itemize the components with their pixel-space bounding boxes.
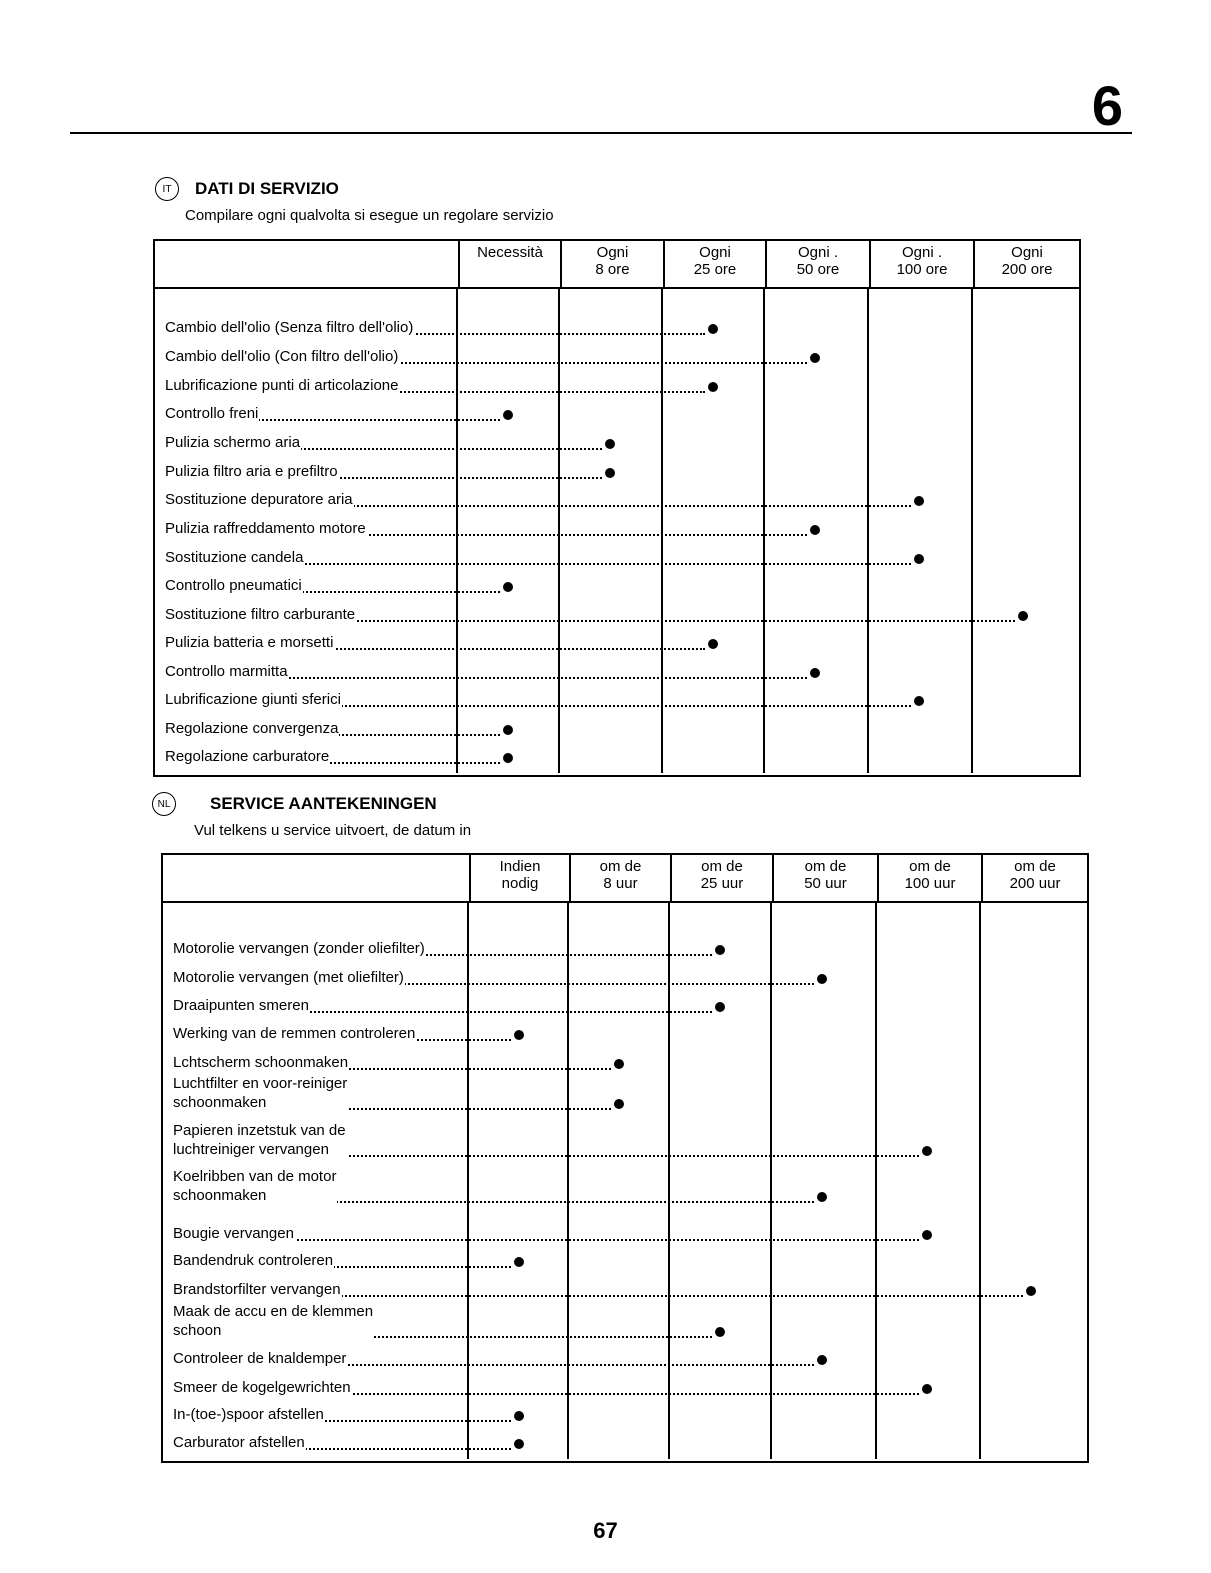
table-row — [163, 1053, 1087, 1075]
interval-marker-dot — [810, 525, 820, 535]
table-body — [163, 903, 1087, 1459]
task-label: Lchtscherm schoonmaken — [173, 1054, 349, 1071]
header-blank-cell — [163, 855, 469, 901]
task-label: Sostituzione depuratore aria — [165, 491, 353, 508]
table-row — [155, 347, 1079, 369]
page-number: 67 — [593, 1518, 618, 1543]
interval-marker-dot — [503, 725, 513, 735]
interval-marker-dot — [503, 410, 513, 420]
task-label: Luchtfilter en voor-reiniger schoonmaken — [173, 1075, 348, 1111]
table-row — [163, 1024, 1087, 1046]
header-blank-cell — [155, 241, 458, 287]
table-row — [163, 1405, 1087, 1427]
table-row — [155, 576, 1079, 598]
interval-marker-dot — [817, 1192, 827, 1202]
task-label: Werking van de remmen controleren — [173, 1025, 416, 1042]
column-header: Indien nodig — [469, 855, 569, 901]
table-row — [163, 1349, 1087, 1371]
table-row — [163, 1251, 1087, 1273]
task-label: Motorolie vervangen (met oliefilter) — [173, 969, 404, 986]
task-label: Regolazione carburatore — [165, 748, 330, 765]
column-header: om de 200 uur — [981, 855, 1087, 901]
task-label: Papieren inzetstuk van de luchtreiniger vervangen — [173, 1122, 346, 1158]
language-badge-it: IT — [155, 177, 179, 201]
task-label: Controllo marmitta — [165, 663, 288, 680]
task-label: Sostituzione filtro carburante — [165, 606, 356, 623]
task-label: Pulizia schermo aria — [165, 434, 301, 451]
table-header — [155, 241, 1079, 289]
interval-marker-dot — [810, 668, 820, 678]
interval-marker-dot — [817, 974, 827, 984]
header-rule — [70, 132, 1132, 134]
task-label: Regolazione convergenza — [165, 720, 339, 737]
table-row — [163, 1378, 1087, 1400]
task-label: Cambio dell'olio (Senza filtro dell'olio) — [165, 319, 414, 336]
table-row — [155, 462, 1079, 484]
chapter-number: 6 — [1091, 74, 1123, 137]
task-label: Maak de accu en de klemmen schoon — [173, 1303, 374, 1339]
column-header: Ogni . 50 ore — [765, 241, 869, 287]
table-row — [155, 404, 1079, 426]
task-label: Lubrificazione giunti sferici — [165, 691, 341, 708]
interval-marker-dot — [605, 468, 615, 478]
table-row — [163, 939, 1087, 961]
section-nl-heading — [152, 792, 471, 839]
column-header: Ogni 25 ore — [663, 241, 765, 287]
interval-marker-dot — [922, 1230, 932, 1240]
task-label: Pulizia batteria e morsetti — [165, 634, 334, 651]
interval-marker-dot — [514, 1257, 524, 1267]
column-header: Ogni . 100 ore — [869, 241, 973, 287]
task-label: Bougie vervangen — [173, 1225, 294, 1242]
interval-marker-dot — [605, 439, 615, 449]
interval-marker-dot — [715, 1002, 725, 1012]
table-row — [155, 318, 1079, 340]
table-row — [163, 968, 1087, 990]
table-row — [155, 519, 1079, 541]
table-row — [155, 433, 1079, 455]
task-label: Carburator afstellen — [173, 1434, 305, 1451]
table-header — [163, 855, 1087, 903]
interval-marker-dot — [514, 1030, 524, 1040]
interval-marker-dot — [708, 639, 718, 649]
interval-marker-dot — [614, 1099, 624, 1109]
task-label: In-(toe-)spoor afstellen — [173, 1406, 324, 1423]
task-label: Koelribben van de motor schoonmaken — [173, 1168, 337, 1204]
task-label: Pulizia raffreddamento motore — [165, 520, 366, 537]
interval-marker-dot — [708, 324, 718, 334]
column-header: Ogni 8 ore — [560, 241, 663, 287]
interval-marker-dot — [914, 554, 924, 564]
column-header: Ogni 200 ore — [973, 241, 1079, 287]
column-header: om de 100 uur — [877, 855, 981, 901]
task-label: Bandendruk controleren — [173, 1252, 334, 1269]
table-row — [155, 376, 1079, 398]
interval-marker-dot — [514, 1439, 524, 1449]
task-label: Controleer de knaldemper — [173, 1350, 347, 1367]
task-label: Motorolie vervangen (zonder oliefilter) — [173, 940, 425, 957]
interval-marker-dot — [914, 696, 924, 706]
interval-marker-dot — [914, 496, 924, 506]
interval-marker-dot — [715, 945, 725, 955]
table-row — [155, 548, 1079, 570]
section-it-heading — [155, 177, 554, 224]
table-row — [163, 996, 1087, 1018]
language-badge-nl: NL — [152, 792, 176, 816]
table-row — [155, 490, 1079, 512]
service-table-it — [153, 239, 1081, 777]
section-title: DATI DI SERVIZIO — [195, 179, 339, 198]
table-row — [155, 633, 1079, 655]
table-row — [163, 1167, 1087, 1207]
section-subtitle: Compilare ogni qualvolta si esegue un regolare servizio — [185, 207, 554, 224]
table-row — [163, 1224, 1087, 1246]
section-subtitle: Vul telkens u service uitvoert, de datum in — [194, 822, 472, 839]
interval-marker-dot — [817, 1355, 827, 1365]
interval-marker-dot — [810, 353, 820, 363]
table-row — [155, 747, 1079, 769]
task-label: Draaipunten smeren — [173, 997, 309, 1014]
table-row — [163, 1121, 1087, 1161]
table-row — [155, 719, 1079, 741]
section-title: SERVICE AANTEKENINGEN — [210, 794, 437, 813]
task-label: Brandstorfilter vervangen — [173, 1281, 341, 1298]
interval-marker-dot — [715, 1327, 725, 1337]
interval-marker-dot — [1026, 1286, 1036, 1296]
table-row — [163, 1280, 1087, 1302]
interval-marker-dot — [922, 1146, 932, 1156]
task-label: Sostituzione candela — [165, 549, 304, 566]
column-header: om de 25 uur — [670, 855, 772, 901]
task-label: Controllo freni — [165, 405, 259, 422]
task-label: Cambio dell'olio (Con filtro dell'olio) — [165, 348, 399, 365]
interval-marker-dot — [503, 582, 513, 592]
table-row — [163, 1433, 1087, 1455]
task-label: Lubrificazione punti di articolazione — [165, 377, 399, 394]
column-header: om de 8 uur — [569, 855, 670, 901]
interval-marker-dot — [708, 382, 718, 392]
task-label: Smeer de kogelgewrichten — [173, 1379, 351, 1396]
interval-marker-dot — [514, 1411, 524, 1421]
interval-marker-dot — [503, 753, 513, 763]
interval-marker-dot — [922, 1384, 932, 1394]
task-label: Controllo pneumatici — [165, 577, 302, 594]
table-body — [155, 289, 1079, 773]
table-row — [163, 1074, 1087, 1114]
table-row — [155, 690, 1079, 712]
interval-marker-dot — [1018, 611, 1028, 621]
table-row — [155, 662, 1079, 684]
task-label: Pulizia filtro aria e prefiltro — [165, 463, 338, 480]
column-header: om de 50 uur — [772, 855, 877, 901]
column-header: Necessità — [458, 241, 560, 287]
table-row — [155, 605, 1079, 627]
table-row — [163, 1302, 1087, 1342]
service-table-nl — [161, 853, 1089, 1463]
interval-marker-dot — [614, 1059, 624, 1069]
